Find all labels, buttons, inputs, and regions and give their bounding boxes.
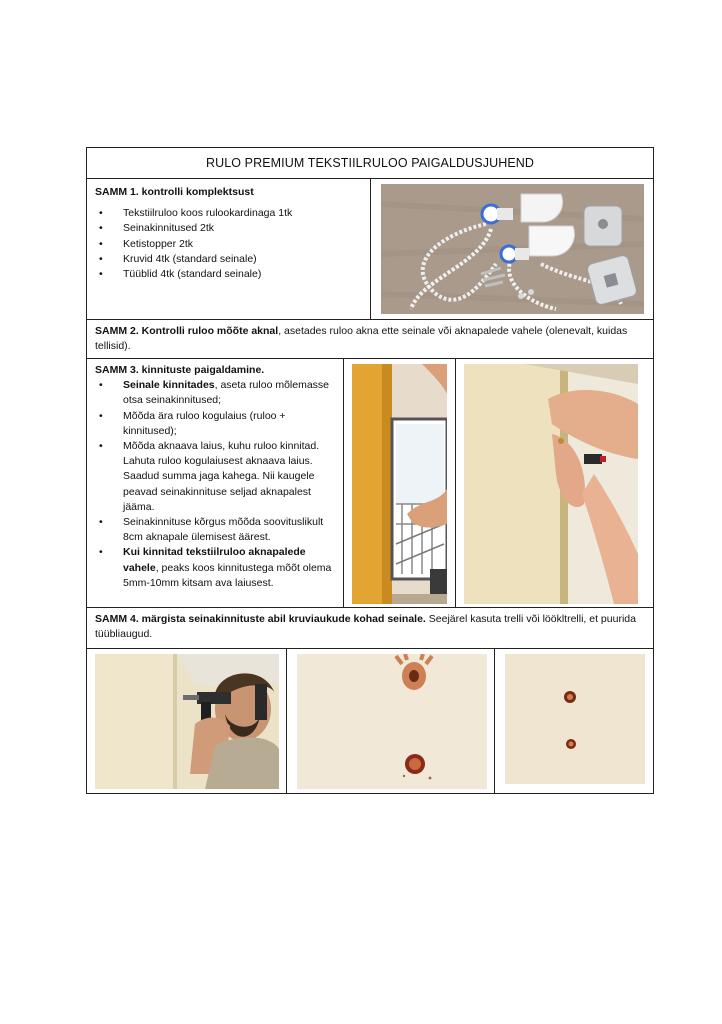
step3-photo-cell-2 [455,358,654,608]
list-item [95,439,335,515]
item-bold: Kui kinnitad tekstiilruloo aknapalede vahele [123,546,306,574]
step4-text [87,608,653,646]
list-item: • Seinakinnitused 2tk [95,221,362,236]
list-item [95,409,335,439]
list-item: • Ketistopper 2tk [95,237,362,252]
drilled-holes-photo [505,654,645,784]
step4-photo-cell-2 [286,648,495,794]
step2-cell [86,319,654,359]
list-item: • Tekstiilruloo koos rulookardinaga 1tk [95,206,362,221]
step1-heading: SAMM 1. kontrolli komplektsust [95,186,254,198]
step4-bold: SAMM 4. märgista seinakinnituste abil kruviaukude kohad seinale. [95,613,426,625]
wall-plugs-photo [297,654,487,789]
item-text: , peaks koos kinnitustega mõõt olema 5mm-10mm kitsam ava laiusest. [123,561,332,589]
step3-photo-cell-1 [343,358,456,608]
list-item: • Tüüblid 4tk (standard seinale) [95,267,362,282]
list-item [95,378,335,408]
list-item [95,515,335,545]
step1-cell [86,178,371,320]
title-text: RULO PREMIUM TEKSTIILRULOO PAIGALDUSJUHEND [205,156,535,170]
window-yellow-roller-photo [352,364,447,604]
step2-text [87,320,653,358]
step2-bold: SAMM 2. Kontrolli ruloo mõõte aknal [95,325,279,337]
item-bold: Seinale kinnitades [123,379,215,392]
list-item: • Kruvid 4tk (standard seinale) [95,252,362,267]
drilling-wall-photo [95,654,279,789]
step1-list [95,206,362,282]
step4-cell [86,607,654,649]
step3-list [95,378,335,591]
step3-heading: SAMM 3. kinnituste paigaldamine. [95,364,265,376]
step4-photo-cell-1 [86,648,287,794]
item-text: , aseta ruloo mõlemasse otsa seinakinnitused; [123,379,330,407]
item-text: Mõõda aknaava laius, kuhu ruloo kinnitad. Lahuta ruloo kogulaiusest aknaava laius. Saadud summa jaga kahega. Nii kaugele peavad seinakinnituse seljad aknapalest jääma. [123,440,320,513]
item-text: Mõõda ära ruloo kogulaius (ruloo + kinnitused); [123,409,286,437]
step4-photo-cell-3 [494,648,654,794]
page-title [86,147,654,179]
bracket-measuring-photo [464,364,638,604]
step1-photo-cell [370,178,654,320]
kit-components-photo [381,184,644,314]
step2-rest: , asetades ruloo akna ette seinale või aknapalede vahele (olenevalt, kuidas tellisid). [95,325,628,353]
step4-rest: Seejärel kasuta trelli või löökltrelli, et puurida tüübliaugud. [95,613,636,641]
list-item [95,545,335,591]
item-text: Seinakinnituse kõrgus mõõda soovituslikult 8cm aknapale ülemisest äärest. [123,516,324,544]
step3-cell [86,358,344,608]
